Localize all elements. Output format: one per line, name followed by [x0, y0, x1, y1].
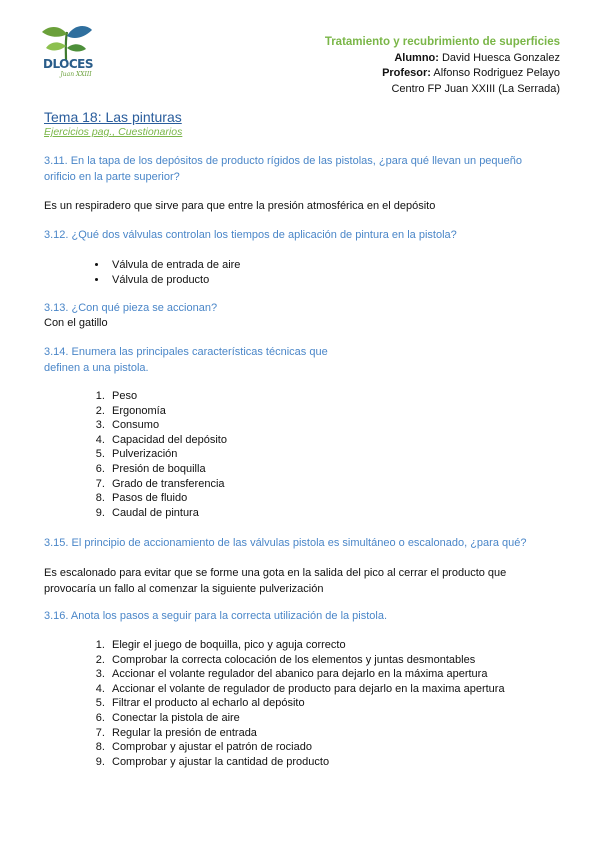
teacher-name: Alfonso Rodriguez Pelayo	[433, 67, 560, 79]
list-item: • Válvula de entrada de aire	[108, 258, 240, 273]
center-name: Centro FP Juan XXIII (La Serrada)	[391, 82, 560, 95]
teacher-line	[325, 66, 560, 82]
list-item: 4. Accionar el volante de regulador de producto para dejarlo en la maxima apertura	[108, 682, 505, 697]
list-item: 7. Grado de transferencia	[108, 477, 227, 492]
list-item: • Válvula de producto	[108, 273, 240, 288]
list-item: 5. Pulverización	[108, 447, 227, 462]
student-label: Alumno:	[394, 51, 439, 64]
answer-3-15	[44, 566, 506, 597]
list-3-16	[44, 638, 505, 769]
logo-name: DLOCES	[42, 57, 94, 71]
list-item: 3. Consumo	[108, 418, 227, 433]
list-item: 9. Comprobar y ajustar la cantidad de producto	[108, 755, 505, 770]
page-subtitle: Ejercicios pag., Cuestionarios	[44, 126, 183, 138]
document-header	[325, 35, 560, 97]
question-line: 3.11. En la tapa de los depósitos de producto rígidos de las pistolas, ¿para qué llevan un pequeño	[44, 155, 523, 167]
list-item: 6. Presión de boquilla	[108, 462, 227, 477]
list-item: 8. Comprobar y ajustar el patrón de rociado	[108, 740, 505, 755]
list-item: 9. Caudal de pintura	[108, 506, 227, 521]
list-item: 3. Accionar el volante regulador del abanico para dejarlo en la máxima apertura	[108, 667, 505, 682]
question-line: definen a una pistola.	[44, 361, 149, 374]
question-3-14	[44, 345, 328, 376]
answer-line: provocaría un fallo al comenzar la siguiente pulverización	[44, 582, 324, 595]
school-logo	[34, 22, 98, 80]
answer-3-11: Es un respiradero que sirve para que entre la presión atmosférica en el depósito	[44, 200, 436, 212]
teacher-label: Profesor:	[382, 67, 431, 79]
list-3-12	[44, 258, 240, 287]
logo-subtitle: Juan XXIII	[60, 71, 92, 78]
question-3-13: 3.13. ¿Con qué pieza se accionan?	[44, 302, 218, 314]
sprout-icon	[34, 22, 98, 62]
question-line: 3.14. Enumera las principales características técnicas que	[44, 346, 328, 358]
student-name: David Huesca Gonzalez	[441, 51, 560, 64]
course-name: Tratamiento y recubrimiento de superficies	[324, 36, 560, 48]
answer-3-13: Con el gatillo	[44, 317, 108, 329]
list-item: 1. Peso	[108, 389, 227, 404]
list-item: 8. Pasos de fluido	[108, 491, 227, 506]
list-item: 7. Regular la presión de entrada	[108, 726, 505, 741]
list-3-14	[44, 389, 227, 520]
student-line	[325, 51, 560, 67]
question-3-11	[44, 154, 522, 185]
list-item: 2. Comprobar la correcta colocación de los elementos y juntas desmontables	[108, 653, 505, 668]
list-item: 1. Elegir el juego de boquilla, pico y aguja correcto	[108, 638, 505, 653]
answer-line: Es escalonado para evitar que se forme una gota en la salida del pico al cerrar el producto que	[44, 567, 507, 579]
question-3-15: 3.15. El principio de accionamiento de las válvulas pistola es simultáneo o escalonado, ¿para qué?	[44, 537, 527, 549]
list-item: 2. Ergonomía	[108, 404, 227, 419]
list-item: 5. Filtrar el producto al echarlo al depósito	[108, 696, 505, 711]
list-item: 4. Capacidad del depósito	[108, 433, 227, 448]
question-3-16: 3.16. Anota los pasos a seguir para la correcta utilización de la pistola.	[44, 610, 388, 622]
page-title: Tema 18: Las pinturas	[44, 109, 182, 125]
question-3-12: 3.12. ¿Qué dos válvulas controlan los tiempos de aplicación de pintura en la pistola?	[44, 229, 457, 241]
question-line: orificio en la parte superior?	[44, 170, 180, 183]
list-item: 6. Conectar la pistola de aire	[108, 711, 505, 726]
